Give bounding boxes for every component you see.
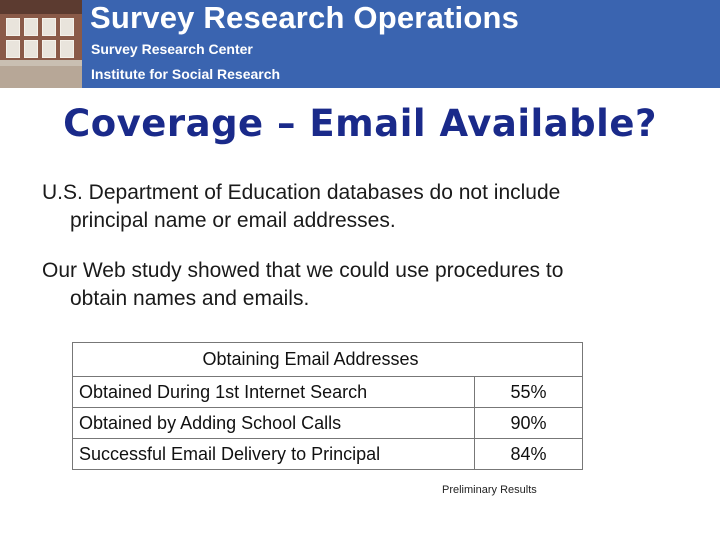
table-heading: Obtaining Email Addresses [73, 343, 583, 377]
bullet-line: principal name or email addresses. [70, 209, 396, 232]
header-title: Survey Research Operations [90, 0, 520, 35]
row-label: Successful Email Delivery to Principal [73, 439, 475, 470]
row-value: 55% [475, 377, 583, 408]
header-subtitle-institute: Institute for Social Research [91, 66, 281, 82]
bullet-line: Our Web study showed that we could use procedures to [42, 259, 564, 282]
bullet-line: U.S. Department of Education databases do not include [42, 181, 561, 204]
footnote: Preliminary Results [442, 484, 537, 496]
row-label: Obtained During 1st Internet Search [73, 377, 475, 408]
row-label: Obtained by Adding School Calls [73, 408, 475, 439]
row-value: 84% [475, 439, 583, 470]
bullet-paragraph [42, 179, 662, 235]
table-row [73, 439, 583, 470]
slide-title: Coverage – Email Available? [63, 102, 657, 145]
header-banner [0, 0, 720, 88]
table-row [73, 408, 583, 439]
table-header-row [73, 343, 583, 377]
row-value: 90% [475, 408, 583, 439]
table-row [73, 377, 583, 408]
email-coverage-table [72, 342, 583, 470]
header-subtitle-center: Survey Research Center [91, 41, 253, 57]
building-photo [0, 0, 82, 88]
bullet-paragraph [42, 257, 662, 313]
bullet-line: obtain names and emails. [70, 287, 310, 310]
